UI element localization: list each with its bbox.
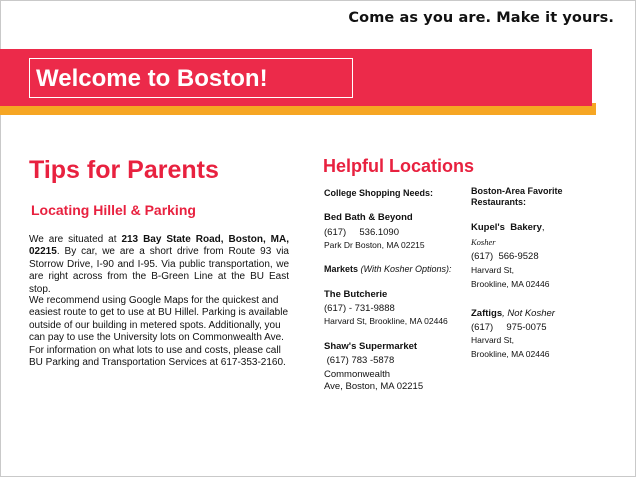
hillel-parking-subheading: Locating Hillel & Parking: [31, 202, 196, 218]
restaurants-label-line2: Restaurants:: [471, 197, 527, 207]
kupels-kosher: Kosher: [471, 237, 496, 247]
para1-post: . By car, we are a short drive from Route 93 via Storrow Drive, I-90 and I-95. Via public transportation, we are right across from the B-Green Line at the BU East stop.: [29, 246, 289, 295]
zaftigs-name: Zaftigs: [471, 308, 503, 319]
zaftigs-phone: (617) 975-0075: [471, 322, 547, 333]
shaws-address-line1: Commonwealth: [324, 369, 390, 380]
markets-label-line: [324, 264, 452, 276]
title-box: [29, 58, 353, 98]
page-title: Welcome to Boston!: [36, 65, 268, 92]
para1-pre: We are situated at: [29, 234, 122, 245]
kupels-address-line2: Brookline, MA 02446: [471, 279, 550, 289]
zaftigs-address-line2: Brookline, MA 02446: [471, 349, 550, 359]
bbb-phone: (617) 536.1090: [324, 227, 399, 238]
kupels-comma: ,: [541, 222, 545, 233]
kupels-name-line: [471, 222, 545, 234]
tagline: Come as you are. Make it yours.: [348, 10, 614, 26]
zaftigs-note: , Not Kosher: [502, 308, 555, 319]
tips-heading: Tips for Parents: [29, 156, 219, 184]
butcherie-phone: (617) - 731-9888: [324, 303, 395, 314]
butcherie-name: The Butcherie: [324, 289, 388, 300]
helpful-locations-heading: Helpful Locations: [323, 156, 475, 176]
shaws-address-line2: Ave, Boston, MA 02215: [324, 381, 424, 392]
kupels-phone: (617) 566-9528: [471, 251, 539, 262]
parking-paragraph: We recommend using Google Maps for the quickest and easiest route to get to use at BU Hillel. Parking is available outside of our building in metered spots. Additionally, you can pay to use the University lots on Commonwealth Ave. For information on what lots to use and costs, please call BU Parking and Transportation Services at 617-353-2160.: [29, 295, 289, 369]
bbb-address: Park Dr Boston, MA 02215: [324, 240, 425, 250]
markets-note: (With Kosher Options):: [360, 264, 452, 274]
hillel-address: 213 Bay State Road, Boston, MA, 02215: [29, 234, 289, 258]
restaurants-label-line1: Boston-Area Favorite: [471, 186, 563, 196]
zaftigs-address-line1: Harvard St,: [471, 335, 514, 345]
shopping-label: College Shopping Needs:: [324, 188, 434, 198]
butcherie-address: Harvard St, Brookline, MA 02446: [324, 316, 448, 326]
location-paragraph: [29, 234, 289, 296]
bbb-name: Bed Bath & Beyond: [324, 212, 413, 223]
markets-label: Markets: [324, 264, 359, 274]
shaws-name: Shaw's Supermarket: [324, 341, 418, 352]
kupels-address-line1: Harvard St,: [471, 265, 514, 275]
shaws-phone: (617) 783 -5878: [324, 355, 395, 366]
kupels-name: Kupel's Bakery: [471, 222, 542, 233]
zaftigs-name-line: [471, 308, 555, 320]
